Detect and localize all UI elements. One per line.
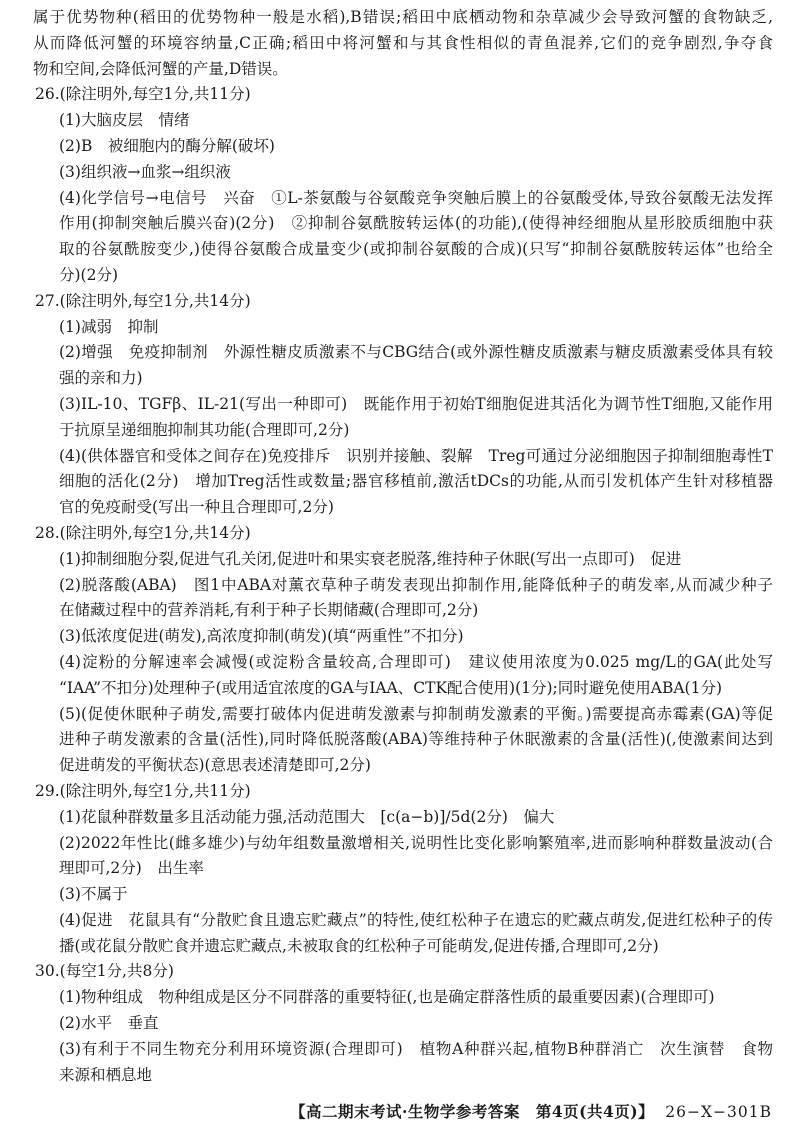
answer-line: 播(或花鼠分散贮食并遗忘贮藏点,未被取食的红松种子可能萌发,促进传播,合理即可,2分) [59,936,659,955]
answer-line: (4)(供体器官和受体之间存在)免疫排斥 识别并接触、裂解 Treg可通过分泌细胞因子抑制细胞毒性T [59,446,773,465]
answer-line: (3)IL-10、TGFβ、IL-21(写出一种即可) 既能作用于初始T细胞促进其活化为调节性T细胞,又能作用 [59,394,773,413]
footer-title: 【高二期末考试·生物学参考答案 第4页(共4页)】 [290,1102,655,1121]
page-footer [290,1099,772,1125]
answer-line: (1)物种组成 物种组成是区分不同群落的重要特征(,也是确定群落性质的最重要因素)(合理即可) [59,988,715,1007]
answer-line: (2)B 被细胞内的酶分解(破坏) [59,136,275,155]
question-header: 27.(除注明外,每空1分,共14分) [35,291,251,310]
answer-line: 理即可,2分) 出生率 [59,859,204,878]
answer-line: (3)低浓度促进(萌发),高浓度抑制(萌发)(填“两重性”不扣分) [59,627,464,646]
answer-line: 于抗原呈递细胞抑制其功能(合理即可,2分) [59,420,350,439]
answer-line: (1)花鼠种群数量多且活动能力强,活动范围大 [c(a−b)]/5d(2分) 偏大 [59,807,555,826]
answer-line: (2)2022年性比(雌多雄少)与幼年组数量激增相关,说明性比变化影响繁殖率,进而影响种群数量波动(合 [59,833,773,852]
answer-line: 来源和栖息地 [59,1065,153,1084]
answer-line: (4)促进 花鼠具有“分散贮食且遗忘贮藏点”的特性,使红松种子在遗忘的贮藏点萌发,促进红松种子的传 [59,910,773,929]
answer-line: (3)不属于 [59,885,128,904]
answer-line: 分)(2分) [59,265,119,284]
paper-code: 26−X−301B [665,1103,772,1121]
answer-line: 进种子萌发激素的含量(活性),同时降低脱落酸(ABA)等维持种子休眠激素的含量(活性)(,使激素间达到 [59,730,773,749]
answer-line: (4)化学信号→电信号 兴奋 ①L-茶氨酸与谷氨酸竞争突触后膜上的谷氨酸受体,导致谷氨酸无法发挥 [59,188,773,207]
question-header: 28.(除注明外,每空1分,共14分) [35,523,251,542]
answer-line: 强的亲和力) [59,369,143,388]
question-30 [33,959,773,1088]
page-content [33,5,773,1088]
question-29 [33,779,773,960]
question-header: 30.(每空1分,共8分) [35,962,174,981]
answer-line: (5)(促使休眠种子萌发,需要打破体内促进萌发激素与抑制萌发激素的平衡。)需要提高赤霉素(GA)等促 [59,704,773,723]
question-27 [33,289,773,521]
answer-line: 在储藏过程中的营养消耗,有利于种子长期储藏(合理即可,2分) [59,601,479,620]
answer-line: (1)大脑皮层 情绪 [59,111,190,130]
answer-line: (2)脱落酸(ABA) 图1中ABA对薰衣草种子萌发表现出抑制作用,能降低种子的萌发率,从而减少种子 [59,575,773,594]
intro-line: 属于优势物种(稻田的优势物种一般是水稻),B错误;稻田中底栖动物和杂草减少会导致河蟹的食物缺乏, [33,8,773,26]
answer-line: (3)有利于不同生物充分利用环境资源(合理即可) 植物A种群兴起,植物B种群消亡 次生演替 食物 [59,1039,773,1058]
answer-line: (2)水平 垂直 [59,1014,159,1033]
answer-line: 官的免疫耐受(写出一种且合理即可,2分) [59,498,334,517]
question-header: 29.(除注明外,每空1分,共11分) [35,781,251,800]
answer-line: 作用(抑制突触后膜兴奋)(2分) ②抑制谷氨酰胺转运体(的功能),(使得神经细胞从星形胶质细胞中获 [59,214,773,233]
answer-line: (2)增强 免疫抑制剂 外源性糖皮质激素不与CBG结合(或外源性糖皮质激素与糖皮质激素受体具有较 [59,343,773,362]
answer-line: 取的谷氨酰胺变少,)使得谷氨酸合成量变少(或抑制谷氨酸的合成)(只写“抑制谷氨酰胺转运体”也给全 [59,240,773,259]
intro-line: 物和空间,会降低河蟹的产量,D错误。 [33,59,288,78]
answer-line: 促进萌发的平衡状态)(意思表述清楚即可,2分) [59,756,371,775]
intro-line: 从而降低河蟹的环境容纳量,C正确;稻田中将河蟹和与其食性相似的青鱼混养,它们的竞争剧烈,争夺食 [33,33,773,52]
answer-line: (3)组织液→血浆→组织液 [59,162,231,181]
answer-line: “IAA”不扣分)处理种子(或用适宜浓度的GA与IAA、CTK配合使用)(1分);同时避免使用ABA(1分) [59,678,722,697]
answer-line: 细胞的活化(2分) 增加Treg活性或数量;器官移植前,激活tDCs的功能,从而引发机体产生针对移植器 [59,472,773,491]
answer-line: (4)淀粉的分解速率会减慢(或淀粉含量较高,合理即可) 建议使用浓度为0.025 mg/L的GA(此处写 [59,652,773,671]
answer-line: (1)减弱 抑制 [59,317,159,336]
question-26 [33,82,773,288]
question-header: 26.(除注明外,每空1分,共11分) [35,85,251,104]
question-28 [33,521,773,779]
answer-line: (1)抑制细胞分裂,促进气孔关闭,促进叶和果实衰老脱落,维持种子休眠(写出一点即可) 促进 [59,549,682,568]
